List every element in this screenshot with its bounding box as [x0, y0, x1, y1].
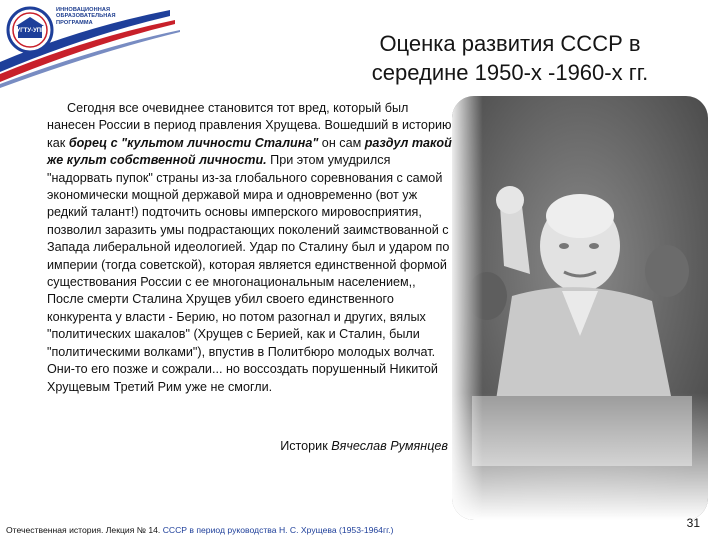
- attribution-prefix: Историк: [280, 439, 332, 453]
- quote-emphasis: раздул такой же культ собственной личности.: [47, 135, 452, 168]
- page-number: 31: [686, 516, 700, 530]
- quote-text: [47, 100, 452, 396]
- quote-attribution: [200, 439, 448, 453]
- logo-badge: УГТУ-УПИ: [16, 28, 46, 34]
- slide-footer: [6, 525, 476, 535]
- university-logo: [0, 0, 240, 110]
- quote-emphasis: борец с "культом личности Сталина": [68, 135, 319, 150]
- quote-segment: При этом умудрился "надорвать пупок" страны из-за глобального соревнования с самой экономически мощной державой мира и одновременно (вот уж редкий талант!) подточить основы имперского мировосприятия, позволил заразить умы подрастающих поколений заимствованной с Запада либеральной идеологией. Удар по Сталину был и ударом по империи (тогда советской), которая является единственной формой существования России с ее многонациональным населением,, После смерти Сталина Хрущев убил своего единственного конкурента у власти - Берию, но потом разогнал и других, вялых "политических шакалов" (Хрущев с Берией, как и Сталин, были "политическими волками"), впустив в Политбюро молодых волчат. Они-то его позже и сожрали... но воссоздать порушенный Никитой Хрущевым Третий Рим уже не смогли.: [47, 153, 450, 394]
- logo-line: ПРОГРАММА: [56, 19, 93, 26]
- attribution-author: Вячеслав Румянцев: [331, 439, 448, 453]
- logo-line: ИННОВАЦИОННАЯ: [56, 7, 111, 13]
- footer-topic: СССР в период руководства Н. С. Хрущева (1953-1964гг.): [162, 525, 394, 535]
- logo-line: ОБРАЗОВАТЕЛЬНАЯ: [56, 13, 116, 20]
- quote-segment: Сегодня все очевиднее становится тот вред, который был нанесен России в период правления Хрущева. Вошедший в историю как: [47, 101, 452, 150]
- slide-title: Оценка развития СССР в середине 1950-х -1960-х гг.: [371, 31, 649, 85]
- footer-course: Отечественная история. Лекция № 14.: [6, 525, 163, 535]
- logo-org-text: [56, 7, 146, 26]
- quote-segment: он сам: [318, 135, 365, 150]
- portrait-photo: [452, 96, 708, 520]
- quote-paragraph: [47, 100, 452, 396]
